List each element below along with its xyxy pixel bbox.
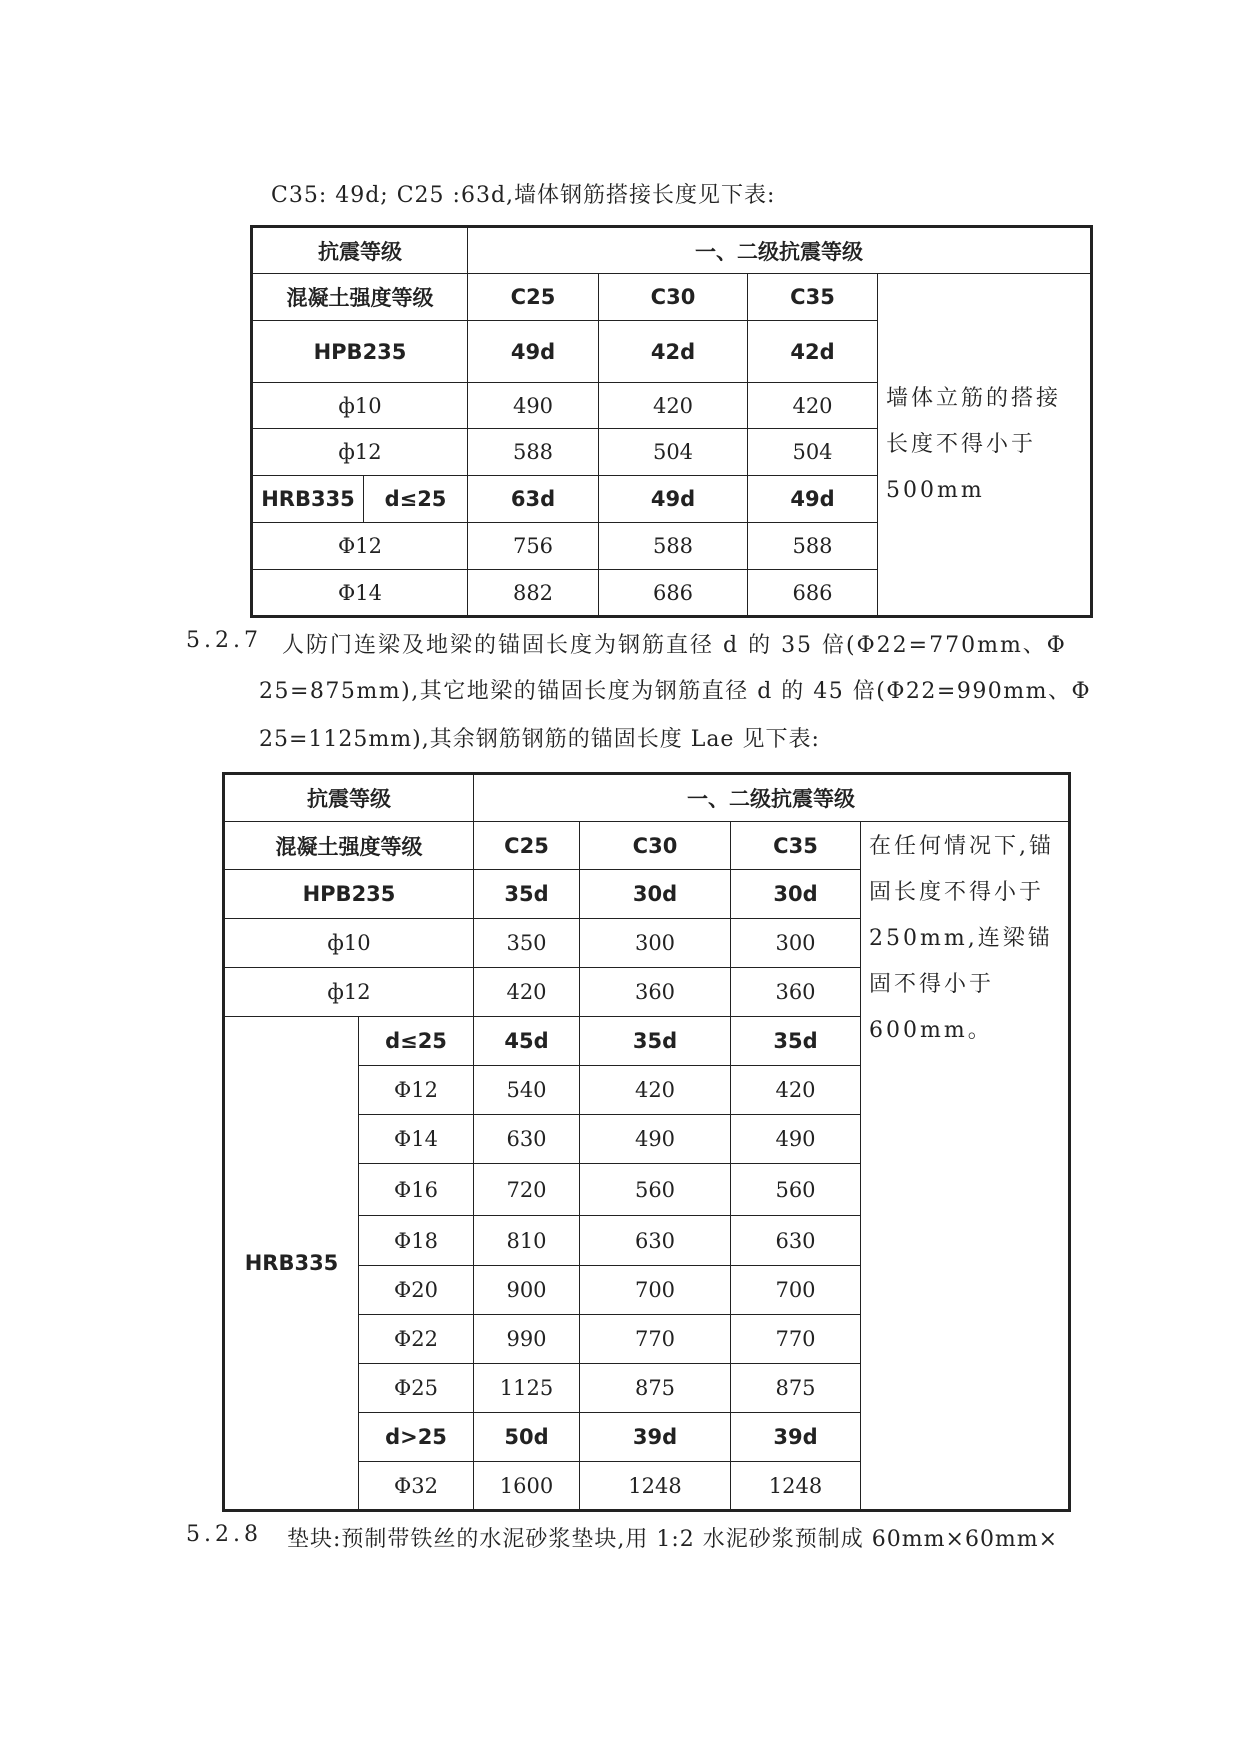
cell: 700 <box>731 1266 861 1315</box>
row-label: HPB235 <box>224 870 474 919</box>
cell: 420 <box>731 1066 861 1115</box>
seismic-grade-value: 一、二级抗震等级 <box>468 227 1092 274</box>
cell: 630 <box>580 1216 731 1266</box>
cell: 30d <box>731 870 861 919</box>
cell: 35d <box>474 870 580 919</box>
cell: 49d <box>748 476 878 523</box>
cell: 756 <box>468 523 599 570</box>
anchorage-length-table <box>222 772 1071 1512</box>
table1-note-text: 墙体立筋的搭接长度不得小于500mm <box>886 385 1062 503</box>
concrete-col: C35 <box>731 822 861 870</box>
row-label: Φ32 <box>359 1462 474 1511</box>
cell: 360 <box>580 968 731 1017</box>
cell: 630 <box>731 1216 861 1266</box>
para-527-line3: 25=1125mm),其余钢筋钢筋的锚固长度 Lae 见下表: <box>259 727 820 752</box>
table1-note <box>878 274 1092 617</box>
hrb-label: HRB335 <box>252 476 364 523</box>
cell: 1125 <box>474 1364 580 1413</box>
cell: 420 <box>474 968 580 1017</box>
row-label: ф12 <box>224 968 474 1017</box>
cell: 300 <box>580 919 731 968</box>
hrb-label: HRB335 <box>224 1017 359 1511</box>
row-label: ф12 <box>252 429 468 476</box>
cell: 49d <box>599 476 748 523</box>
cell: 504 <box>748 429 878 476</box>
cell: 720 <box>474 1164 580 1216</box>
row-label: Φ12 <box>252 523 468 570</box>
cell: 49d <box>468 321 599 383</box>
concrete-col: C35 <box>748 274 878 321</box>
cell: 588 <box>748 523 878 570</box>
cell: 45d <box>474 1017 580 1066</box>
row-label: d>25 <box>359 1413 474 1462</box>
cell: 1248 <box>731 1462 861 1511</box>
cell: 588 <box>599 523 748 570</box>
cell: 63d <box>468 476 599 523</box>
cell: 810 <box>474 1216 580 1266</box>
row-label: Φ25 <box>359 1364 474 1413</box>
row-label: Φ14 <box>252 570 468 617</box>
cell: 630 <box>474 1115 580 1164</box>
cell: 700 <box>580 1266 731 1315</box>
cell: 300 <box>731 919 861 968</box>
para-528-text: 垫块:预制带铁丝的水泥砂浆垫块,用 1:2 水泥砂浆预制成 60mm×60mm× <box>287 1527 1059 1552</box>
row-label: Φ16 <box>359 1164 474 1216</box>
cell: 875 <box>580 1364 731 1413</box>
cell: 420 <box>580 1066 731 1115</box>
cell: 50d <box>474 1413 580 1462</box>
row-label: Φ12 <box>359 1066 474 1115</box>
seismic-grade-value: 一、二级抗震等级 <box>474 774 1070 822</box>
table2-note-text: 在任何情况下,锚固长度不得小于250mm,连梁锚固不得小于600mm。 <box>869 834 1054 1043</box>
concrete-col: C25 <box>474 822 580 870</box>
seismic-grade-label: 抗震等级 <box>252 227 468 274</box>
para-528-num: 5.2.8 <box>186 1522 262 1547</box>
cell: 588 <box>468 429 599 476</box>
row-label: ф10 <box>224 919 474 968</box>
cell: 882 <box>468 570 599 617</box>
row-label: d≤25 <box>359 1017 474 1066</box>
cell: 1248 <box>580 1462 731 1511</box>
row-label: ф10 <box>252 383 468 429</box>
cell: 35d <box>731 1017 861 1066</box>
table2-note <box>861 822 1070 1511</box>
cell: 420 <box>599 383 748 429</box>
cell: 39d <box>731 1413 861 1462</box>
cell: 420 <box>748 383 878 429</box>
row-label: Φ20 <box>359 1266 474 1315</box>
cell: 990 <box>474 1315 580 1364</box>
cell: 560 <box>580 1164 731 1216</box>
cell: 875 <box>731 1364 861 1413</box>
cell: 540 <box>474 1066 580 1115</box>
cell: 490 <box>731 1115 861 1164</box>
lap-length-table <box>250 225 1093 618</box>
cell: 770 <box>731 1315 861 1364</box>
row-label: Φ22 <box>359 1315 474 1364</box>
concrete-col: C25 <box>468 274 599 321</box>
concrete-col: C30 <box>580 822 731 870</box>
cell: 490 <box>468 383 599 429</box>
cell: 686 <box>599 570 748 617</box>
cell: 686 <box>748 570 878 617</box>
cell: 350 <box>474 919 580 968</box>
cell: 770 <box>580 1315 731 1364</box>
cell: 39d <box>580 1413 731 1462</box>
cell: 42d <box>599 321 748 383</box>
intro-line: C35: 49d; C25 :63d,墙体钢筋搭接长度见下表: <box>271 183 776 208</box>
concrete-col: C30 <box>599 274 748 321</box>
cell: 30d <box>580 870 731 919</box>
cell: 490 <box>580 1115 731 1164</box>
concrete-grade-label: 混凝土强度等级 <box>224 822 474 870</box>
concrete-grade-label: 混凝土强度等级 <box>252 274 468 321</box>
para-527-line2: 25=875mm),其它地梁的锚固长度为钢筋直径 d 的 45 倍(Φ22=990mm、Φ <box>259 679 1092 704</box>
seismic-grade-label: 抗震等级 <box>224 774 474 822</box>
row-label: Φ14 <box>359 1115 474 1164</box>
cell: 360 <box>731 968 861 1017</box>
row-label: Φ18 <box>359 1216 474 1266</box>
cell: 900 <box>474 1266 580 1315</box>
cell: 1600 <box>474 1462 580 1511</box>
cell: 504 <box>599 429 748 476</box>
cell: 560 <box>731 1164 861 1216</box>
para-527-num: 5.2.7 <box>186 628 262 653</box>
cell: 35d <box>580 1017 731 1066</box>
cell: 42d <box>748 321 878 383</box>
hrb-cond: d≤25 <box>364 476 468 523</box>
para-527-line1: 人防门连梁及地梁的锚固长度为钢筋直径 d 的 35 倍(Φ22=770mm、Φ <box>282 633 1067 658</box>
row-label: HPB235 <box>252 321 468 383</box>
